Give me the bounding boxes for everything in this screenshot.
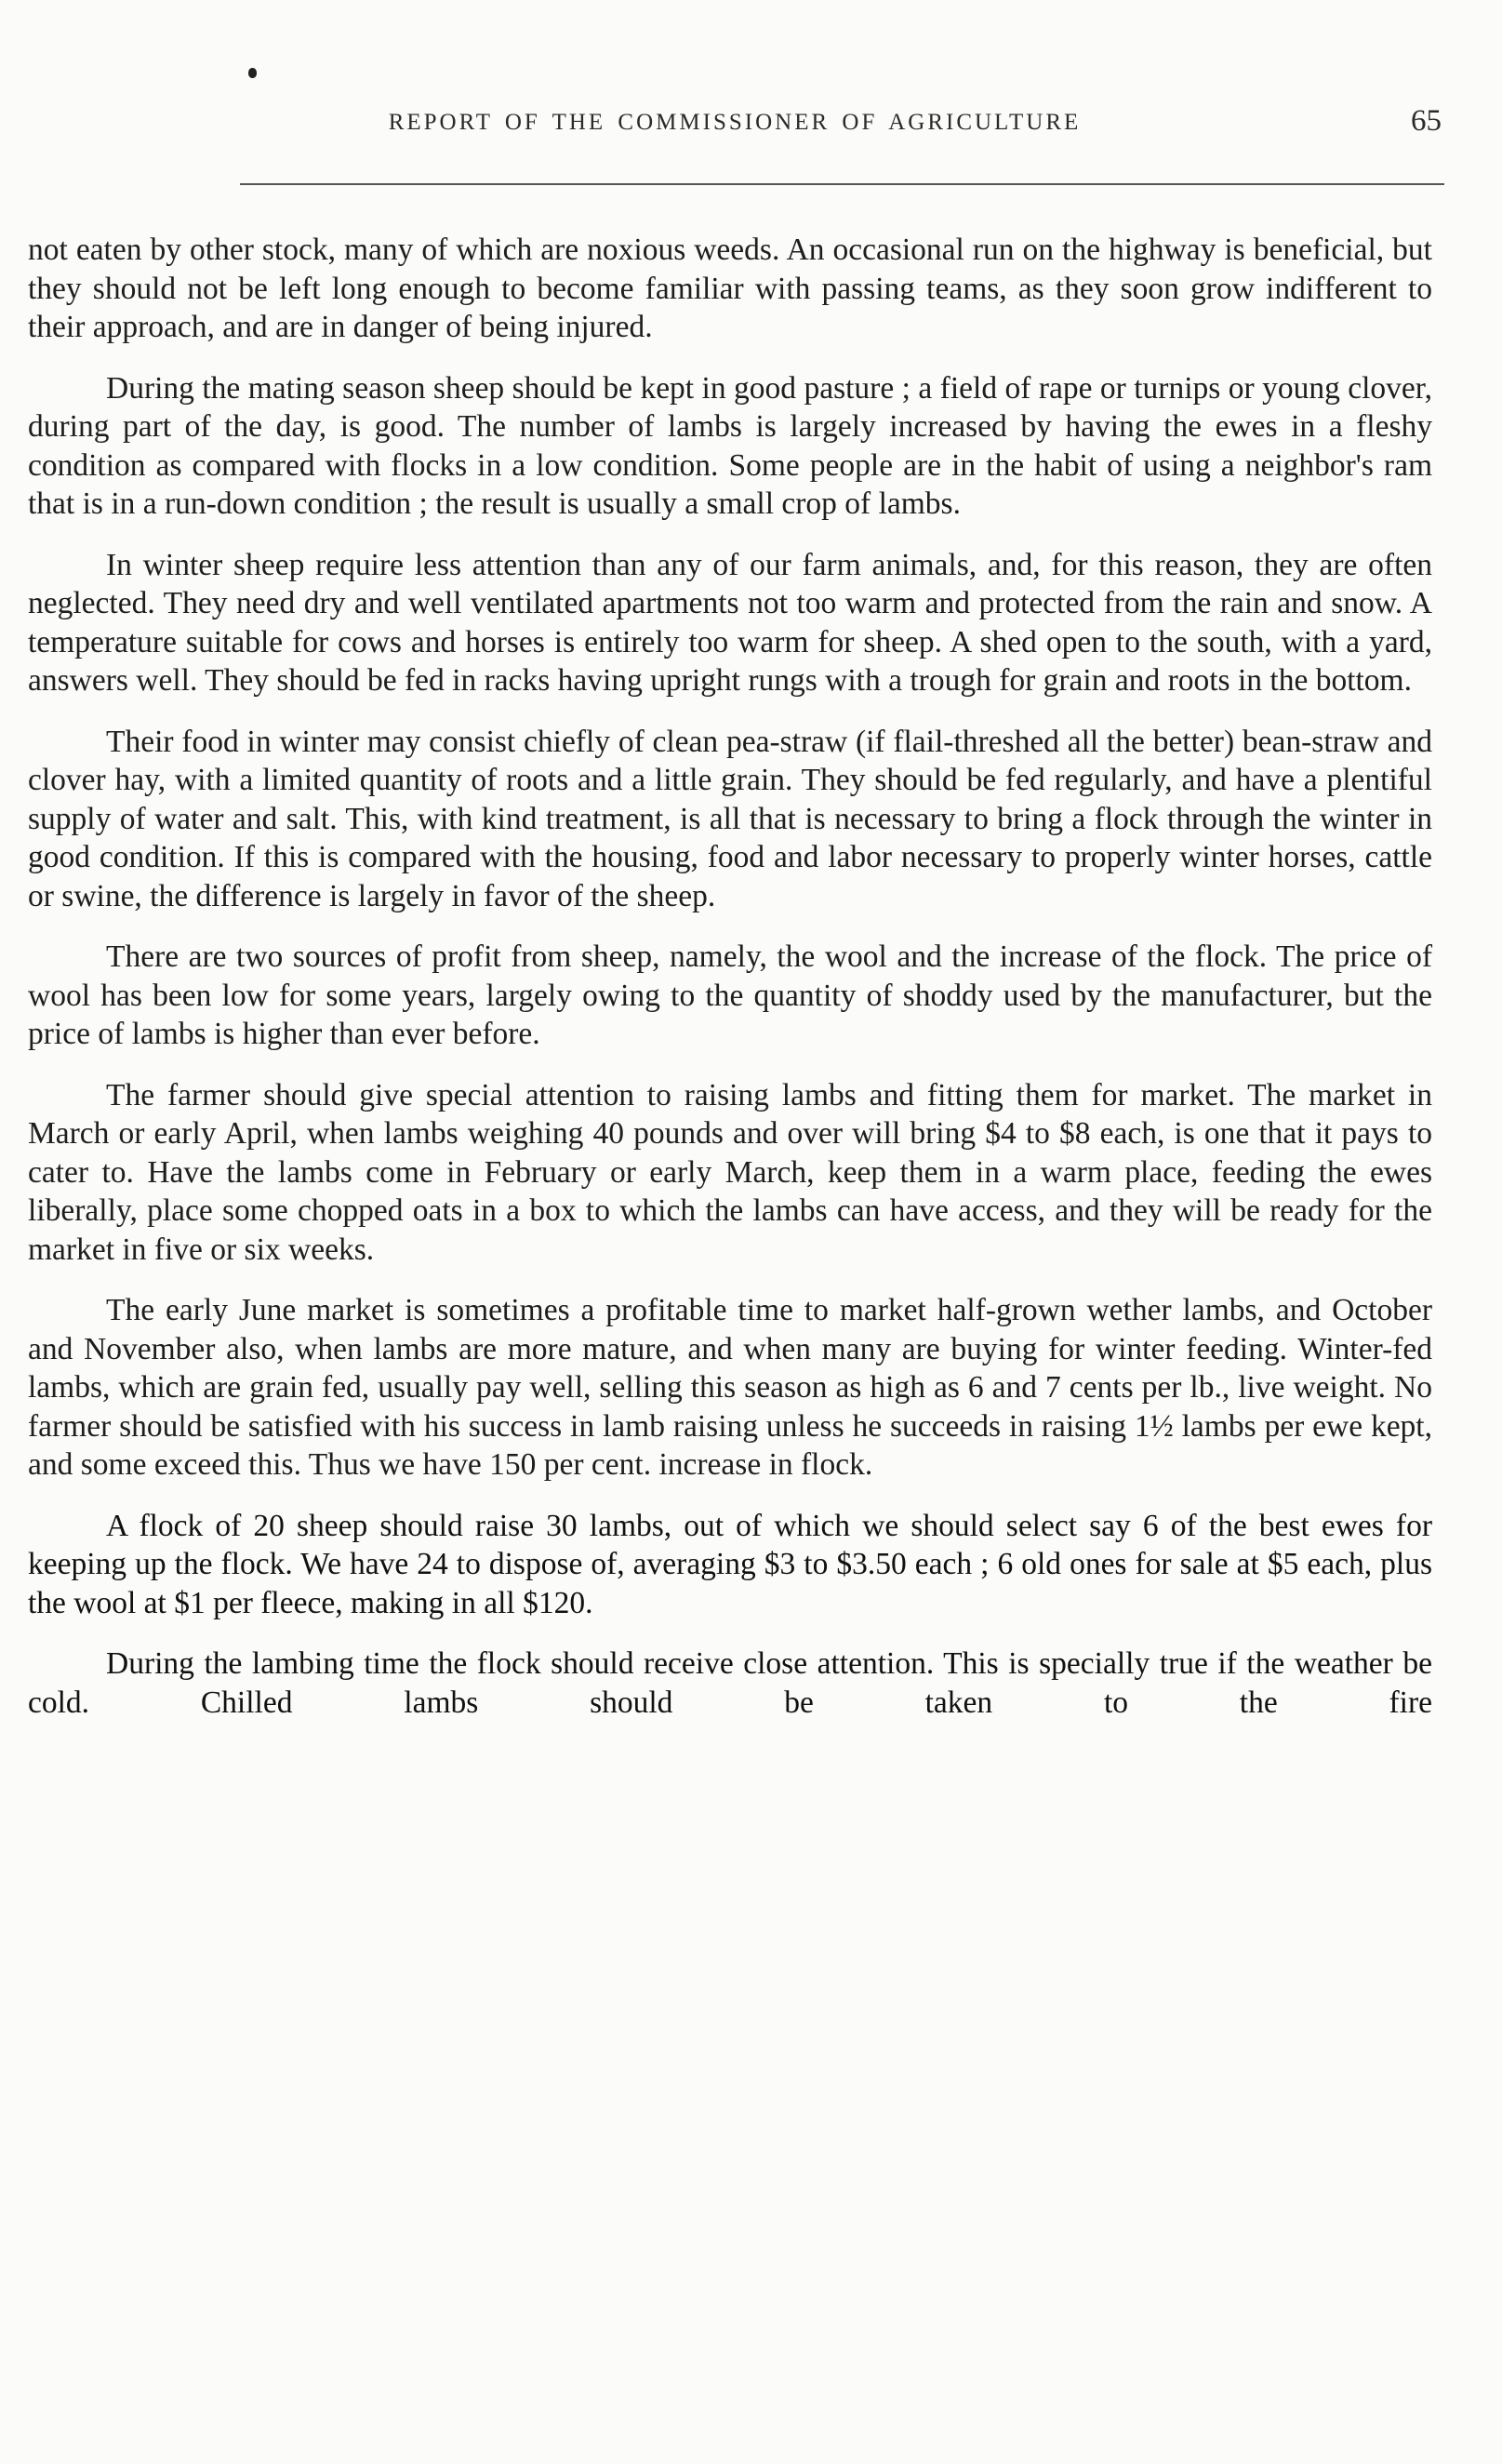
body-text [28, 231, 1432, 1744]
paragraph: The farmer should give special attention to raising lambs and fitting them for market. The market in March or early April, when lambs weighing 40 pounds and over will bring $4 to $8 each, is one that it pays to cater to. Have the lambs come in February or early March, keep them in a warm place, feeding the ewes liberally, place some chopped oats in a box to which the lambs can have access, and they will be ready for the market in five or six weeks. [28, 1077, 1432, 1267]
paragraph: not eaten by other stock, many of which are noxious weeds. An occasional run on the highway is beneficial, but they should not be left long enough to become familiar with passing teams, as they soon grow indifferent to their approach, and are in danger of being injured. [28, 233, 1432, 344]
page-number: 65 [1411, 104, 1442, 138]
paragraph: A flock of 20 sheep should raise 30 lambs, out of which we should select say 6 of the best ewes for keeping up the flock. We have 24 to dispose of, averaging $3 to $3.50 each ; 6 old ones for sale at $5 each, plus the wool at $1 per fleece, making in all $120. [28, 1508, 1432, 1620]
paragraph: During the lambing time the flock should receive close attention. This is specially true if the weather be cold. Chilled lambs should be taken to the fire [28, 1646, 1432, 1720]
paragraph: Their food in winter may consist chiefly of clean pea-straw (if flail-threshed all the better) bean-straw and clover hay, with a limited quantity of roots and a little grain. They should be fed regularly, and have a plentiful supply of water and salt. This, with kind treatment, is all that is necessary to bring a flock through the winter in good condition. If this is compared with the housing, food and labor necessary to properly winter horses, cattle or swine, the difference is largely in favor of the sheep. [28, 724, 1432, 913]
header-rule [240, 183, 1444, 185]
paragraph: During the mating season sheep should be kept in good pasture ; a field of rape or turnips or young clover, during part of the day, is good. The number of lambs is largely increased by having the ewes in a fleshy condition as compared with flocks in a low condition. Some people are in the habit of using a neighbor's ram that is in a run-down condition ; the result is usually a small crop of lambs. [28, 370, 1432, 521]
ink-dot [248, 68, 257, 78]
running-header [28, 104, 1442, 162]
running-title: REPORT OF THE COMMISSIONER OF AGRICULTURE [388, 110, 1082, 135]
paragraph: The early June market is sometimes a profitable time to market half-grown wether lambs, and October and November also, when lambs are more mature, and when many are buying for winter feeding. Winter-fed lambs, which are grain fed, usually pay well, selling this season as high as 6 and 7 cents per lb., live weight. No farmer should be satisfied with his success in lamb raising unless he succeeds in raising 1½ lambs per ewe kept, and some exceed this. Thus we have 150 per cent. increase in flock. [28, 1293, 1432, 1482]
paragraph: In winter sheep require less attention than any of our farm animals, and, for this reason, they are often neglected. They need dry and well ventilated apartments not too warm and protected from the rain and snow. A temperature suitable for cows and horses is entirely too warm for sheep. A shed open to the south, with a yard, answers well. They should be fed in racks having upright rungs with a trough for grain and roots in the bottom. [28, 547, 1432, 698]
paragraph: There are two sources of profit from sheep, namely, the wool and the increase of the flock. The price of wool has been low for some years, largely owing to the quantity of shoddy used by the manufacturer, but the price of lambs is higher than ever before. [28, 939, 1432, 1051]
